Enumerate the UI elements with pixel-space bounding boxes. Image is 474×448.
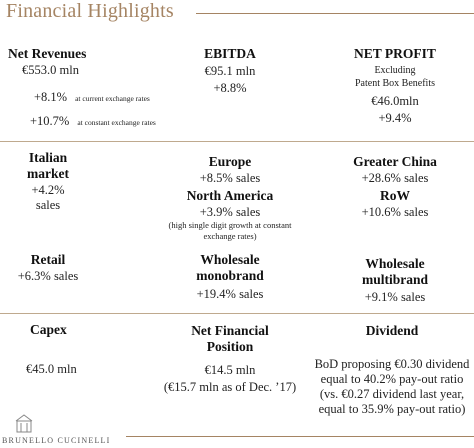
north-america-title: North America [186, 188, 274, 203]
europe-block [150, 154, 310, 186]
dividend-block [310, 323, 474, 417]
row-block [330, 188, 460, 220]
row-value: +10.6% sales [361, 205, 429, 219]
dividend-line-3: (vs. €0.27 dividend last year, [319, 387, 465, 401]
wholesale-multibrand-block [330, 256, 460, 305]
dividend-title: Dividend [365, 323, 419, 338]
growth-current-row [34, 88, 150, 106]
wholesale-mono-title-2: monobrand [196, 268, 264, 283]
retail-title: Retail [30, 252, 66, 267]
wholesale-mono-value: +19.4% sales [196, 287, 264, 301]
net-financial-value: €14.5 mln [204, 363, 256, 377]
greater-china-title: Greater China [353, 154, 437, 169]
net-profit-excluding: Excluding [374, 65, 416, 76]
italian-market-block [8, 150, 88, 213]
retail-value: +6.3% sales [17, 269, 79, 283]
dividend-line-2: equal to 40.2% pay-out ratio [320, 372, 464, 386]
net-profit-patent-box: Patent Box Benefits [355, 78, 435, 89]
greater-china-block [330, 154, 460, 186]
wholesale-multi-title-1: Wholesale [365, 256, 425, 271]
row-title: RoW [380, 188, 410, 203]
net-profit-title: NET PROFIT [354, 46, 436, 61]
europe-value: +8.5% sales [199, 171, 261, 185]
north-america-note-1: (high single digit growth at constant [168, 220, 292, 230]
north-america-value: +3.9% sales [199, 205, 261, 219]
net-revenues-title: Net Revenues [8, 46, 87, 61]
footer-divider [126, 436, 474, 437]
title-divider [196, 13, 474, 14]
dividend-line-1: BoD proposing €0.30 dividend [314, 357, 470, 371]
italian-market-title-1: Italian [28, 150, 68, 165]
page-title: Financial Highlights [6, 0, 174, 22]
growth-current-note: at current exchange rates [75, 94, 150, 103]
wholesale-mono-title-1: Wholesale [200, 252, 260, 267]
capex-title: Capex [30, 322, 67, 337]
europe-title: Europe [208, 154, 252, 169]
net-financial-block [150, 323, 310, 395]
brand-name: BRUNELLO CUCINELLI [2, 436, 111, 445]
section-divider-2 [0, 313, 474, 314]
wholesale-multi-title-2: multibrand [361, 272, 429, 287]
north-america-block [150, 188, 310, 242]
growth-constant-note: at constant exchange rates [77, 118, 156, 127]
section-divider-1 [0, 141, 474, 142]
ebitda-block [170, 46, 290, 96]
capex-value: €45.0 mln [26, 362, 77, 376]
wholesale-monobrand-block [150, 252, 310, 302]
retail-block [0, 252, 96, 284]
ebitda-growth: +8.8% [213, 81, 247, 95]
brand-logo-icon [12, 412, 36, 434]
net-profit-growth: +9.4% [378, 111, 412, 125]
net-profit-value: €46.0mln [371, 94, 419, 108]
net-financial-title-2: Position [206, 339, 254, 354]
growth-constant-row [30, 112, 156, 130]
wholesale-multi-value: +9.1% sales [364, 290, 426, 304]
growth-current-value: +8.1% [34, 90, 68, 104]
italian-market-growth: +4.2% [31, 183, 65, 197]
net-financial-title-1: Net Financial [191, 323, 269, 338]
ebitda-value: €95.1 mln [204, 64, 256, 78]
italian-market-unit: sales [35, 198, 61, 212]
net-financial-note: (€15.7 mln as of Dec. ’17) [163, 380, 297, 394]
net-revenues-value: €553.0 mln [22, 63, 79, 77]
north-america-note-2: exchange rates) [203, 231, 257, 241]
ebitda-title: EBITDA [204, 46, 256, 61]
net-profit-block [320, 46, 470, 126]
italian-market-title-2: market [27, 166, 69, 181]
growth-constant-value: +10.7% [30, 114, 70, 128]
dividend-line-4: equal to 35.9% pay-out ratio) [318, 402, 466, 416]
greater-china-value: +28.6% sales [361, 171, 429, 185]
